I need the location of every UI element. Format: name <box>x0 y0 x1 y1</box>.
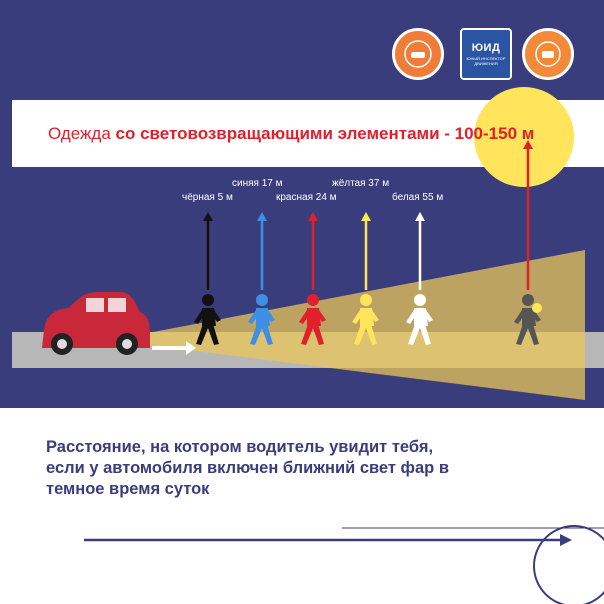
title-lead: Одежда <box>48 124 111 143</box>
caption: Расстояние, на котором водитель увидит тебя, если у автомобиля включен ближний свет фар в темное время суток <box>46 438 449 498</box>
emblem-icon <box>533 39 563 69</box>
yuid-logo <box>460 28 512 80</box>
laboratory-safety-logo <box>392 28 444 80</box>
distance-arrowhead-1 <box>257 212 267 221</box>
car-emblem-icon <box>403 39 433 69</box>
yuid-subtext: ЮНЫЙ ИНСПЕКТОР ДВИЖЕНИЯ <box>466 56 506 66</box>
label-white: белая 55 м <box>392 192 444 203</box>
yuid-text: ЮИД <box>471 42 501 54</box>
emblem-logo <box>522 28 574 80</box>
car-icon <box>42 292 150 355</box>
label-yellow: жёлтая 37 м <box>332 178 390 189</box>
distance-arrowhead-3 <box>361 212 371 221</box>
label-black: чёрная 5 м <box>182 192 233 203</box>
distance-arrowhead-2 <box>308 212 318 221</box>
title <box>48 124 534 144</box>
label-blue: синяя 17 м <box>232 178 283 189</box>
distance-arrowhead-0 <box>203 212 213 221</box>
title-highlight: со световозвращающими элементами - 100-150 м <box>115 124 535 143</box>
label-red: красная 24 м <box>276 192 337 203</box>
distance-arrowhead-4 <box>415 212 425 221</box>
